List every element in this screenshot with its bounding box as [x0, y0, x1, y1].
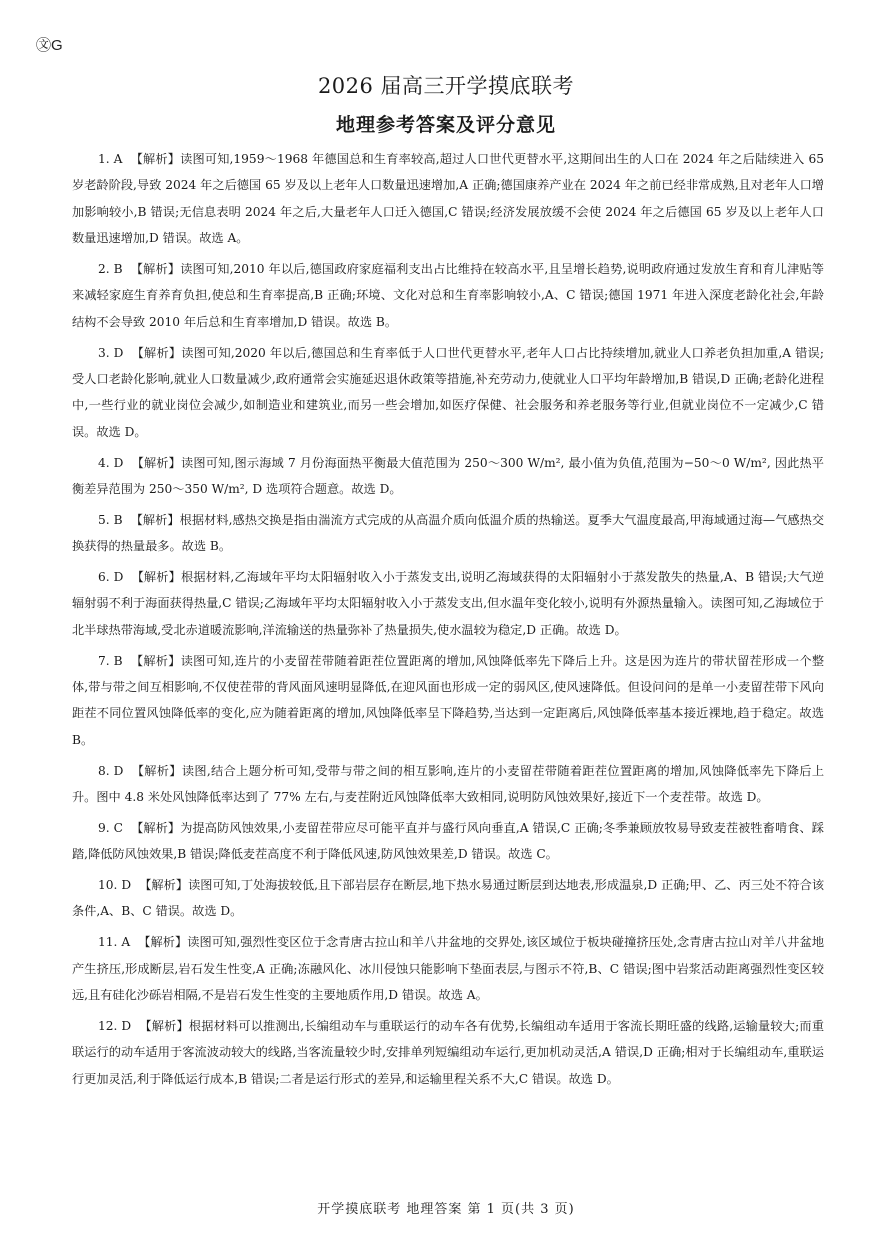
answer-choice: B: [113, 653, 123, 668]
analysis-tag: 【解析】: [131, 570, 181, 585]
analysis-tag: 【解析】: [139, 1018, 189, 1033]
answer-explanation: 读图,结合上题分析可知,受带与带之间的相互影响,连片的小麦留茬带随着距茬位置距离的增加,风蚀降低率先下降后上升。图中 4.8 米处风蚀降低率达到了 77% 左右,与麦茬附近风蚀降低率大致相同,说明防风蚀效果好,接近下一个麦茬带。故选 D。: [72, 763, 825, 805]
answer-item: [72, 929, 824, 1008]
answer-choice: C: [113, 820, 123, 835]
answer-choice: D: [113, 570, 124, 585]
answer-explanation: 根据材料,乙海域年平均太阳辐射收入小于蒸发支出,说明乙海域获得的太阳辐射小于蒸发散失的热量,A、B 错误;大气逆辐射弱不利于海面获得热量,C 错误;乙海域年平均太阳辐射收入小于蒸发支出,但水温年变化较小,说明有外源热量输入。读图可知,乙海域位于北半球热带海域,受北赤道暖流影响,洋流输送的热量弥补了热量损失,使水温较为稳定,D 正确。故选 D。: [72, 570, 825, 637]
analysis-tag: 【解析】: [131, 345, 182, 360]
page-footer: 开学摸底联考 地理答案 第 1 页(共 3 页): [317, 1202, 575, 1217]
analysis-tag: 【解析】: [131, 455, 182, 470]
answer-explanation: 读图可知,强烈性变区位于念青唐古拉山和羊八井盆地的交界处,该区域位于板块碰撞挤压处,念青唐古拉山对羊八井盆地产生挤压,形成断层,岩石发生性变,A 正确;冻融风化、冰川侵蚀只能影响下垫面表层,与图示不符,B、C 错误;图中岩浆活动距离强烈性变区较远,且有硅化沙砾岩相隔,不是岩石发生性变的主要地质作用,D 错误。故选 A。: [72, 935, 825, 1003]
answer-choice: D: [113, 455, 124, 470]
answer-item: [72, 872, 824, 925]
corner-mark: ㉆G: [36, 37, 63, 54]
answer-number: 2.: [98, 262, 110, 277]
answer-item: [72, 507, 824, 560]
analysis-tag: 【解析】: [130, 262, 181, 277]
answer-choice: A: [113, 152, 123, 166]
page-subtitle: 地理参考答案及评分意见: [335, 114, 556, 136]
answer-choice: D: [121, 878, 132, 893]
answer-item: [72, 1013, 824, 1092]
answer-choice: D: [121, 1018, 132, 1033]
answer-explanation: 读图可知,丁处海拔较低,且下部岩层存在断层,地下热水易通过断层到达地表,形成温泉,D 正确;甲、乙、丙三处不符合该条件,A、B、C 错误。故选 D。: [72, 878, 825, 919]
answer-item: [72, 146, 824, 252]
answer-number: 9.: [98, 820, 110, 835]
answer-number: 6.: [98, 570, 110, 585]
answer-number: 5.: [98, 512, 110, 527]
answer-explanation: 为提高防风蚀效果,小麦留茬带应尽可能平直并与盛行风向垂直,A 错误,C 正确;冬季兼顾放牧易导致麦茬被牲畜啃食、踩踏,降低防风蚀效果,B 错误;降低麦茬高度不利于降低风速,防风蚀效果差,D 错误。故选 C。: [72, 820, 824, 862]
answer-number: 11.: [98, 935, 118, 950]
answer-item: [72, 450, 824, 503]
answer-explanation: 读图可知,连片的小麦留茬带随着距茬位置距离的增加,风蚀降低率先下降后上升。这是因为连片的带状留茬形成一个整体,带与带之间互相影响,不仅使茬带的背风面风速明显降低,在迎风面也形成一定的弱风区,使风速降低。但设问问的是单一小麦留茬带下风向距茬不同位置风蚀降低率的变化,应为随着距离的增加,风蚀降低率呈下降趋势,当达到一定距离后,风蚀降低率基本接近裸地,趋于稳定。故选 B。: [72, 653, 825, 747]
answer-choice: B: [113, 262, 123, 277]
analysis-tag: 【解析】: [131, 763, 182, 778]
answer-explanation: 根据材料,感热交换是指由湍流方式完成的从高温介质向低温介质的热输送。夏季大气温度最高,甲海域通过海—气感热交换获得的热量最多。故选 B。: [72, 512, 825, 554]
answer-number: 12.: [98, 1018, 118, 1033]
answer-item: [72, 815, 824, 868]
answer-choice: D: [113, 345, 124, 360]
answer-number: 7.: [98, 653, 110, 668]
answer-item: [72, 648, 824, 754]
answer-item: [72, 758, 824, 811]
analysis-tag: 【解析】: [130, 152, 181, 166]
answer-explanation: 读图可知,2010 年以后,德国政府家庭福利支出占比维持在较高水平,且呈增长趋势,说明政府通过发放生育和育儿津贴等来减轻家庭生育养育负担,使总和生育率提高,B 正确;环境、文化对总和生育率影响较小,A、C 错误;德国 1971 年进入深度老龄化社会,年龄结构不会导致 2010 年后总和生育率增加,D 错误。故选 B。: [72, 262, 824, 329]
answer-number: 10.: [98, 878, 118, 893]
answer-number: 1.: [98, 152, 110, 166]
analysis-tag: 【解析】: [130, 512, 180, 527]
answer-explanation: 读图可知,图示海域 7 月份海面热平衡最大值范围为 250～300 W/m², 最小值为负值,范围为−50～0 W/m², 因此热平衡差异范围为 250～350 W/m², D 选项符合题意。故选 D。: [72, 455, 824, 497]
answer-explanation: 读图可知,1959～1968 年德国总和生育率较高,超过人口世代更替水平,这期间出生的人口在 2024 年之后陆续进入 65 岁老龄阶段,导致 2024 年之后德国 65 岁及以上老年人口数量迅速增加,A 正确;德国康养产业在 2024 年之前已经非常成熟,且对老年人口增加影响较小,B 错误;无信息表明 2024 年之后,大量老年人口迁入德国,C 错误;经济发展放缓不会使 2024 年之后德国 65 岁及以上老年人口数量迅速增加,D 错误。故选 A。: [72, 152, 824, 246]
answer-choice: D: [113, 763, 124, 778]
answer-item: [72, 340, 824, 446]
page-title: 2026 届高三开学摸底联考: [317, 74, 575, 98]
answer-number: 4.: [98, 455, 110, 470]
answer-item: [72, 256, 824, 335]
answer-number: 3.: [98, 345, 110, 360]
analysis-tag: 【解析】: [130, 820, 181, 835]
answer-choice: B: [113, 512, 123, 527]
answer-list: [72, 146, 824, 1097]
answer-item: [72, 564, 824, 643]
answer-explanation: 读图可知,2020 年以后,德国总和生育率低于人口世代更替水平,老年人口占比持续增加,就业人口养老负担加重,A 错误;受人口老龄化影响,就业人口数量减少,政府通常会实施延迟退休政策等措施,补充劳动力,使就业人口平均年龄增加,B 错误,D 正确;老龄化进程中,一些行业的就业岗位会减少,如制造业和建筑业,而另一些会增加,如医疗保健、社会服务和养老服务等行业,但就业岗位不一定减少,C 错误。故选 D。: [72, 345, 825, 439]
answer-number: 8.: [98, 763, 110, 778]
answer-choice: A: [121, 935, 131, 950]
analysis-tag: 【解析】: [139, 878, 189, 893]
analysis-tag: 【解析】: [138, 935, 188, 950]
analysis-tag: 【解析】: [130, 653, 181, 668]
answer-explanation: 根据材料可以推测出,长编组动车与重联运行的动车各有优势,长编组动车适用于客流长期旺盛的线路,运输量较大;而重联运行的动车适用于客流波动较大的线路,当客流量较少时,安排单列短编组动车运行,更加机动灵活,A 错误,D 正确;相对于长编组动车,重联运行更加灵活,利于降低运行成本,B 错误;二者是运行形式的差异,和运输里程关系不大,C 错误。故选 D。: [72, 1018, 825, 1086]
